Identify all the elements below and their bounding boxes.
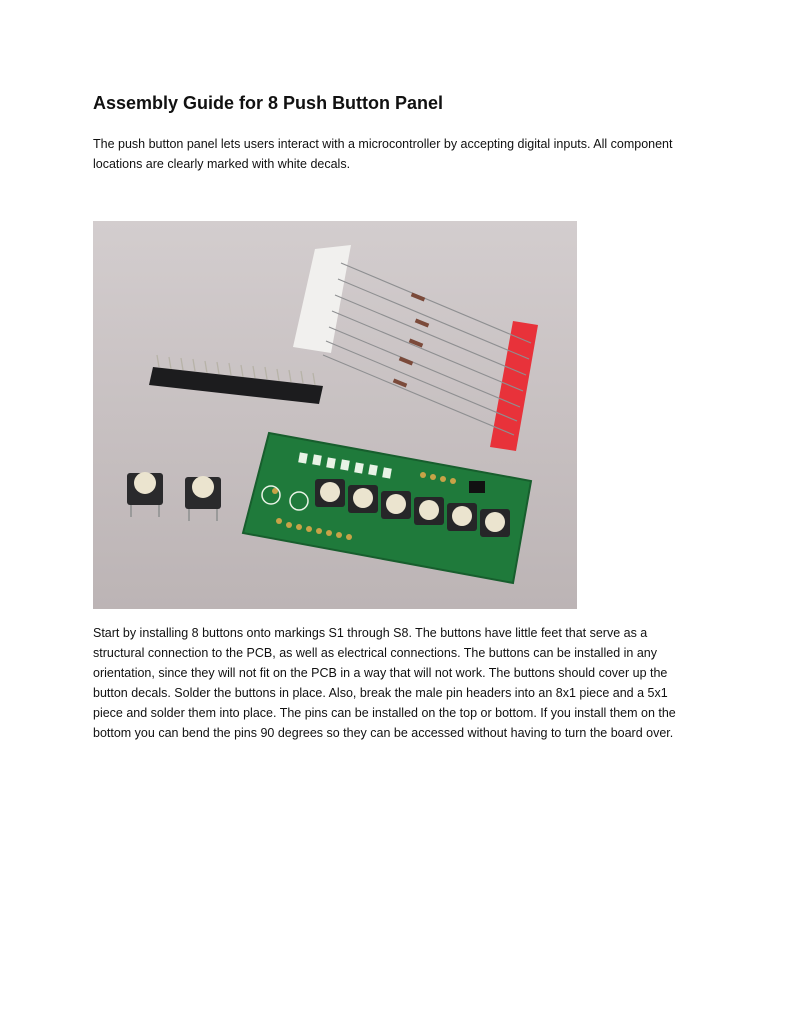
instructions-paragraph: Start by installing 8 buttons onto markings S1 through S8. The buttons have little feet that serve as a structural connection to the PCB, as well as electrical connections. The buttons can be installed in any orientation, since they will not fit on the PCB in a way that will not work. The buttons should cover up the button decals. Solder the buttons in place. Also, break the male pin headers into an 8x1 piece and a 5x1 piece and solder them into place. The pins can be installed on the top or bottom. If you install them on the bottom you can bend the pins 90 degrees so they can be accessed without having to turn the board over. — [93, 626, 676, 740]
page-title: Assembly Guide for 8 Push Button Panel — [93, 93, 444, 113]
intro-paragraph: The push button panel lets users interact with a microcontroller by accepting digital inputs. All component locations are clearly marked with white decals. — [93, 137, 673, 171]
components-photo — [93, 221, 577, 609]
